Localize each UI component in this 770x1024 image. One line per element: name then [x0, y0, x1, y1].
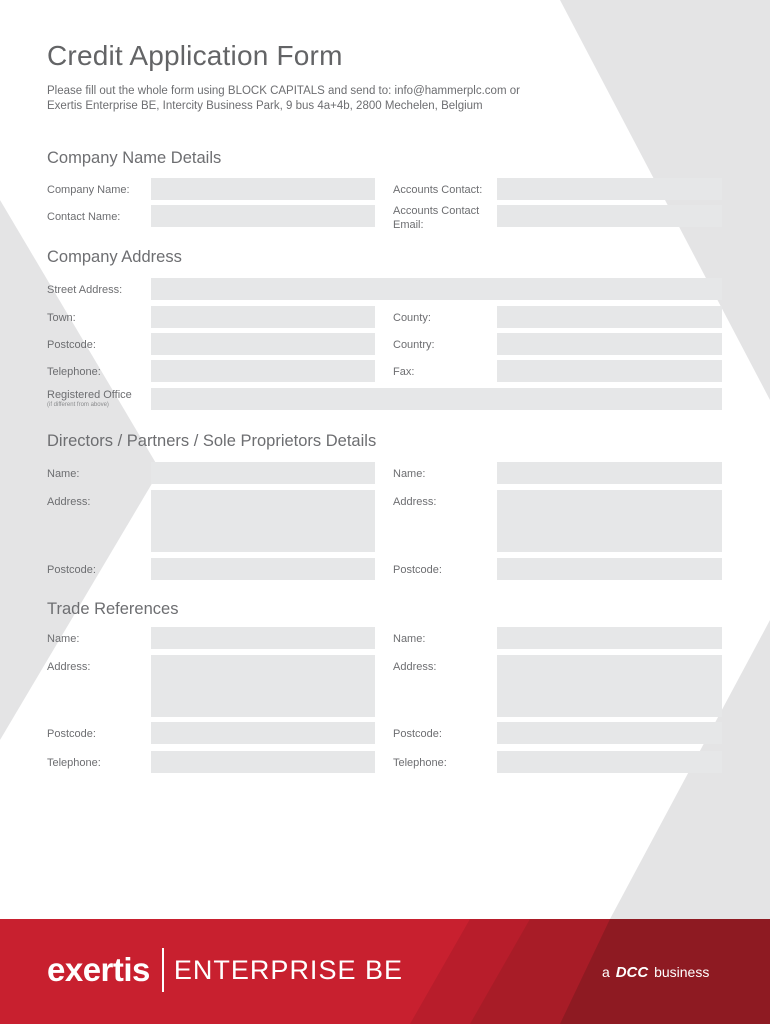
trade-ref-1-telephone-label: Telephone:	[47, 757, 101, 769]
accounts-contact-email-field[interactable]	[497, 205, 722, 227]
intro-line-2: Exertis Enterprise BE, Intercity Business Park, 9 bus 4a+4b, 2800 Mechelen, Belgium	[47, 100, 483, 112]
accounts-contact-label: Accounts Contact:	[393, 184, 483, 196]
registered-office-label	[47, 388, 132, 409]
country-field[interactable]	[497, 333, 722, 355]
logo-subtitle: ENTERPRISE BE	[173, 954, 403, 985]
street-address-label: Street Address:	[47, 284, 123, 296]
dcc-tagline	[602, 964, 709, 981]
county-label: County:	[393, 312, 431, 324]
trade-ref-1-postcode-label: Postcode:	[47, 728, 96, 740]
director-1-name-label: Name:	[47, 468, 80, 480]
trade-ref-2-telephone-label: Telephone:	[393, 757, 447, 769]
company-name-label: Company Name:	[47, 184, 130, 196]
page-title: Credit Application Form	[47, 40, 343, 71]
trade-ref-1-name-label: Name:	[47, 633, 80, 645]
director-1-name-field[interactable]	[151, 462, 375, 484]
director-1-address-label: Address:	[47, 496, 91, 508]
contact-name-label: Contact Name:	[47, 211, 121, 223]
trade-ref-1-postcode-field[interactable]	[151, 722, 375, 744]
fax-label: Fax:	[393, 366, 415, 378]
section-heading-directors: Directors / Partners / Sole Proprietors Details	[47, 432, 377, 450]
director-2-name-field[interactable]	[497, 462, 722, 484]
fax-field[interactable]	[497, 360, 722, 382]
postcode-field[interactable]	[151, 333, 375, 355]
trade-ref-1-address-field[interactable]	[151, 655, 375, 717]
tagline-a: a	[602, 964, 610, 980]
section-heading-company-name: Company Name Details	[47, 149, 222, 167]
director-1-postcode-field[interactable]	[151, 558, 375, 580]
director-2-postcode-label: Postcode:	[393, 564, 442, 576]
registered-office-note: (if different from above)	[47, 402, 109, 408]
contact-name-field[interactable]	[151, 205, 375, 227]
company-name-field[interactable]	[151, 178, 375, 200]
director-2-address-field[interactable]	[497, 490, 722, 552]
section-heading-trade-references: Trade References	[47, 600, 179, 618]
tagline-business: business	[654, 964, 710, 980]
accounts-contact-email-label: Accounts Contact Email:	[393, 205, 480, 231]
trade-ref-2-postcode-field[interactable]	[497, 722, 722, 744]
dcc-brand: DCC	[615, 964, 649, 981]
street-address-field[interactable]	[151, 278, 722, 300]
town-field[interactable]	[151, 306, 375, 328]
county-field[interactable]	[497, 306, 722, 328]
director-1-address-field[interactable]	[151, 490, 375, 552]
trade-ref-2-address-label: Address:	[393, 661, 437, 673]
trade-ref-1-name-field[interactable]	[151, 627, 375, 649]
telephone-field[interactable]	[151, 360, 375, 382]
intro-line-1: Please fill out the whole form using BLOCK CAPITALS and send to: info@hammerplc.com or	[47, 85, 520, 97]
trade-ref-1-address-label: Address:	[47, 661, 91, 673]
registered-office-field[interactable]	[151, 388, 722, 410]
logo-divider	[162, 948, 164, 992]
town-label: Town:	[47, 312, 76, 324]
director-2-postcode-field[interactable]	[497, 558, 722, 580]
trade-ref-2-address-field[interactable]	[497, 655, 722, 717]
accounts-contact-field[interactable]	[497, 178, 722, 200]
intro-text	[47, 84, 520, 114]
country-label: Country:	[393, 339, 435, 351]
trade-ref-1-telephone-field[interactable]	[151, 751, 375, 773]
logo-wordmark: exertis	[47, 951, 150, 988]
postcode-label: Postcode:	[47, 339, 96, 351]
registered-office-text: Registered Office	[47, 389, 132, 401]
trade-ref-2-telephone-field[interactable]	[497, 751, 722, 773]
section-heading-company-address: Company Address	[47, 248, 182, 266]
trade-ref-2-name-field[interactable]	[497, 627, 722, 649]
director-1-postcode-label: Postcode:	[47, 564, 96, 576]
director-2-name-label: Name:	[393, 468, 426, 480]
telephone-label: Telephone:	[47, 366, 101, 378]
exertis-logo	[47, 948, 403, 992]
trade-ref-2-postcode-label: Postcode:	[393, 728, 442, 740]
trade-ref-2-name-label: Name:	[393, 633, 426, 645]
director-2-address-label: Address:	[393, 496, 437, 508]
